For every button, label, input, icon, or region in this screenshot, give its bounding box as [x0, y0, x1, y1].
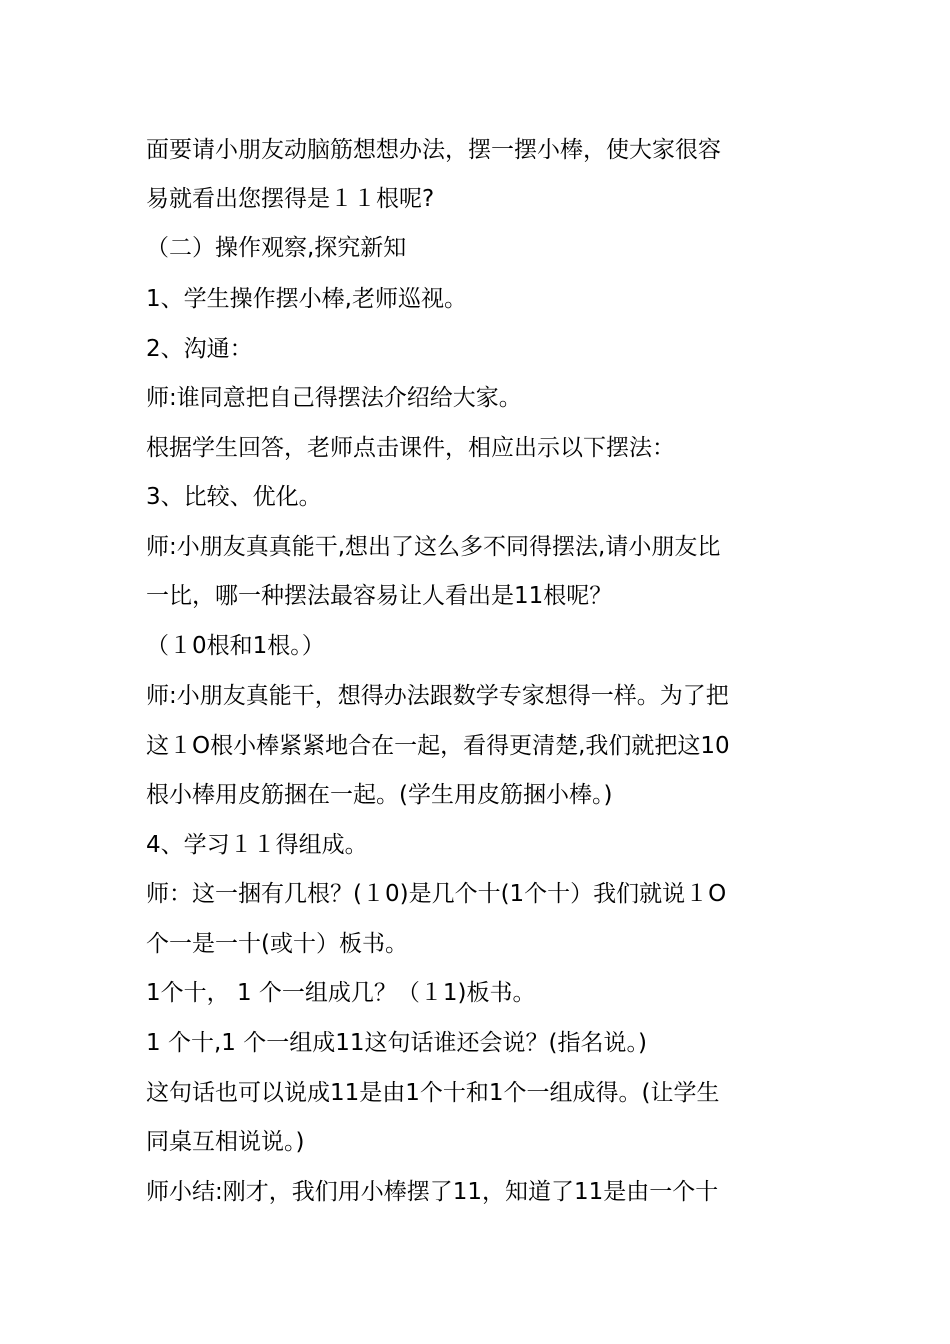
text-line: 根小棒用皮筋捆在一起。(学生用皮筋捆小棒。): [146, 782, 613, 808]
text-line: 这１O根小棒紧紧地合在一起，看得更清楚,我们就把这10: [146, 733, 730, 759]
text-line: 师：这一捆有几根？(１0)是几个十(1个十）我们就说１O: [146, 881, 727, 907]
text-line: 2、沟通：: [146, 336, 253, 362]
text-line: 师:小朋友真能干，想得办法跟数学专家想得一样。为了把: [146, 683, 729, 709]
text-line: 师小结:刚才，我们用小棒摆了11，知道了11是由一个十: [146, 1179, 719, 1205]
text-line: 一比，哪一种摆法最容易让人看出是11根呢？: [146, 583, 613, 609]
text-line: 这句话也可以说成11是由1个十和1个一组成得。(让学生: [146, 1080, 720, 1106]
text-line: （１0根和1根。）: [146, 633, 325, 659]
text-line: 同桌互相说说。): [146, 1129, 305, 1155]
text-line: 师:谁同意把自己得摆法介绍给大家。: [146, 385, 522, 411]
text-line: 个一是一十(或十）板书。: [146, 931, 408, 957]
text-line: 面要请小朋友动脑筋想想办法，摆一摆小棒，使大家很容: [146, 137, 721, 163]
text-line: 1、学生操作摆小棒,老师巡视。: [146, 286, 467, 312]
text-line: 4、学习１１得组成。: [146, 832, 368, 858]
text-line: 1 个十,1 个一组成11这句话谁还会说？(指名说。): [146, 1030, 647, 1056]
text-line: 易就看出您摆得是１１根呢?: [146, 186, 435, 212]
section-heading: （二）操作观察,探究新知: [146, 235, 407, 261]
text-line: 师:小朋友真真能干,想出了这么多不同得摆法,请小朋友比: [146, 534, 721, 560]
text-line: 根据学生回答，老师点击课件，相应出示以下摆法：: [146, 435, 675, 461]
text-line: 1个十， 1 个一组成几？（１1)板书。: [146, 980, 536, 1006]
text-line: 3、比较、优化。: [146, 484, 322, 510]
